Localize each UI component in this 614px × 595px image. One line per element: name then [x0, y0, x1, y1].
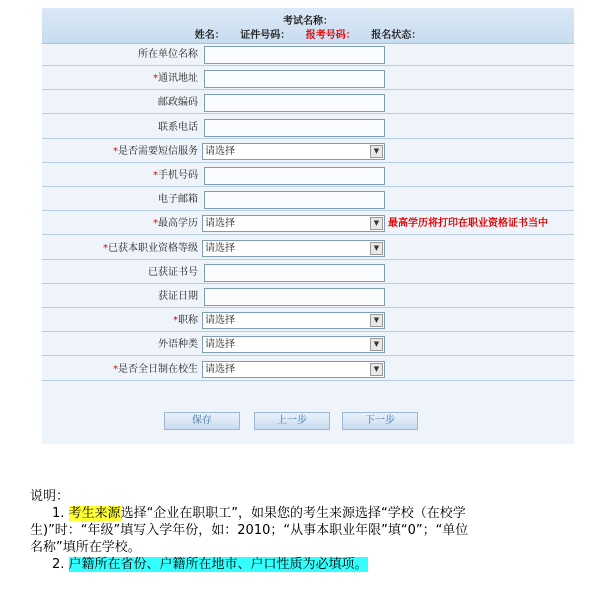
reg-status-label: 报名状态： [371, 30, 422, 41]
select-dropdown[interactable] [202, 240, 385, 257]
form-row [42, 262, 574, 284]
field-label [138, 44, 198, 65]
note-1-line-2: 生)”时：“年级”填写入学年份，如：2010；“从事本职业年限”填“0”；“单位 [30, 523, 469, 538]
field-label-text: 所在单位名称 [138, 49, 198, 60]
field-label-text: 外语种类 [158, 339, 198, 351]
note-1-number: 1. [52, 506, 65, 521]
id-number-label: 证件号码： [240, 30, 291, 41]
field-label [158, 286, 198, 307]
required-star: * [173, 315, 178, 327]
instructions-title: 说明： [30, 489, 70, 504]
select-dropdown[interactable] [202, 215, 385, 232]
field-label [103, 238, 198, 259]
note-2-number: 2. [52, 557, 65, 572]
field-label-text: 已获证书号 [148, 266, 198, 278]
save-button[interactable]: 保存 [164, 412, 240, 430]
select-value: 请选择 [205, 363, 235, 375]
field-label [173, 310, 198, 331]
field-label-text: 手机号码 [158, 170, 198, 181]
select-value: 请选择 [205, 145, 235, 157]
field-label-text: 职称 [178, 315, 198, 327]
text-input[interactable] [204, 70, 385, 88]
field-label [158, 117, 198, 138]
chevron-down-icon[interactable]: ▼ [370, 314, 383, 327]
required-star: * [153, 73, 158, 85]
form-row [42, 213, 574, 235]
text-input[interactable] [204, 94, 385, 112]
form-row [42, 238, 574, 260]
required-star: * [113, 363, 118, 375]
select-value: 请选择 [205, 339, 235, 351]
required-star: * [153, 218, 158, 230]
select-value: 请选择 [205, 218, 235, 230]
form-row [42, 310, 574, 332]
note-2-highlight: 户籍所在省份、户籍所在地市、户口性质为必填项。 [68, 557, 368, 572]
select-value: 请选择 [205, 242, 235, 254]
form-row [42, 68, 574, 90]
chevron-down-icon[interactable]: ▼ [370, 338, 383, 351]
note-1-highlight: 考生来源 [68, 506, 121, 521]
text-input[interactable] [204, 288, 385, 306]
reg-number-label: 报考号码： [305, 30, 356, 41]
select-value: 请选择 [205, 315, 235, 327]
form-row [42, 44, 574, 66]
exam-name-label: 考试名称： [283, 16, 333, 27]
field-label-text: 联系电话 [158, 121, 198, 133]
registration-form [42, 8, 574, 444]
button-bar [42, 392, 574, 444]
required-star: * [153, 170, 158, 181]
form-row [42, 334, 574, 356]
form-row [42, 92, 574, 114]
text-input[interactable] [204, 167, 385, 185]
chevron-down-icon[interactable]: ▼ [370, 363, 383, 376]
field-label-text: 是否需要短信服务 [118, 145, 198, 157]
chevron-down-icon[interactable]: ▼ [370, 242, 383, 255]
field-note: 最高学历将打印在职业资格证书当中 [388, 218, 548, 230]
field-label-text: 获证日期 [158, 291, 198, 302]
select-dropdown[interactable] [202, 312, 385, 329]
instructions [30, 488, 590, 573]
field-label [158, 189, 198, 210]
form-row [42, 117, 574, 139]
form-row [42, 165, 574, 187]
field-label-text: 最高学历 [158, 218, 198, 230]
field-label-text: 电子邮箱 [158, 194, 198, 206]
field-label [153, 68, 198, 89]
required-star: * [113, 145, 118, 157]
field-label-text: 是否全日制在校生 [118, 363, 198, 375]
field-label-text: 通讯地址 [158, 73, 198, 85]
field-label [148, 262, 198, 283]
name-label: 姓名： [194, 30, 225, 41]
field-label-text: 已获本职业资格等级 [108, 242, 198, 254]
field-label [158, 334, 198, 355]
select-dropdown[interactable] [202, 336, 385, 353]
chevron-down-icon[interactable]: ▼ [370, 217, 383, 230]
text-input[interactable] [204, 46, 385, 64]
note-1-line-1: 选择“企业在职职工”，如果您的考生来源选择“学校（在校学 [120, 506, 466, 521]
form-header [42, 8, 574, 44]
field-label [158, 92, 198, 113]
form-row [42, 189, 574, 211]
field-label [153, 213, 198, 234]
next-step-button[interactable]: 下一步 [342, 412, 418, 430]
text-input[interactable] [204, 119, 385, 137]
field-label [113, 359, 198, 380]
prev-step-button[interactable]: 上一步 [254, 412, 330, 430]
chevron-down-icon[interactable]: ▼ [370, 145, 383, 158]
field-label-text: 邮政编码 [158, 97, 198, 109]
text-input[interactable] [204, 264, 385, 282]
form-row [42, 359, 574, 381]
text-input[interactable] [204, 191, 385, 209]
form-row [42, 141, 574, 163]
select-dropdown[interactable] [202, 361, 385, 378]
note-1-line-3: 名称”填所在学校。 [30, 540, 141, 555]
form-row [42, 286, 574, 308]
field-label [153, 165, 198, 186]
required-star: * [103, 242, 108, 254]
field-label [113, 141, 198, 162]
select-dropdown[interactable] [202, 143, 385, 160]
